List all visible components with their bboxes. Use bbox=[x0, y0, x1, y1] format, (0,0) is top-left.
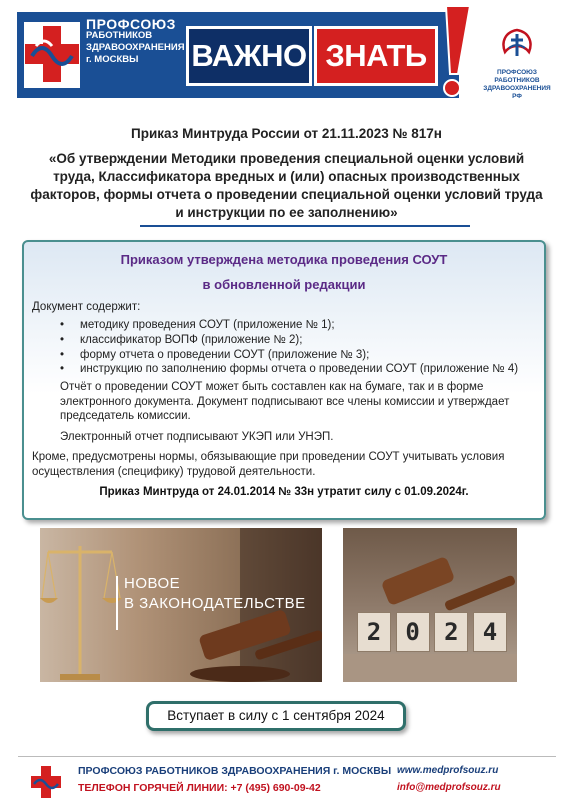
footer-email-link[interactable]: info@medprofsouz.ru bbox=[397, 782, 501, 793]
specifics-paragraph: Кроме, предусмотрены нормы, обязывающие при проведении СОУТ учитывать условия осуществления (специфику) трудовой деятельности. bbox=[32, 451, 505, 478]
expiry-paragraph: Приказ Минтруда от 24.01.2014 № 33н утратит силу с 01.09.2024г. bbox=[99, 486, 469, 498]
new-legislation-image bbox=[40, 528, 322, 682]
gavel-blocks-icon bbox=[343, 528, 517, 682]
union-name-line4: г. МОСКВЫ bbox=[86, 54, 139, 65]
footer-divider bbox=[18, 756, 556, 757]
union-name-line3: ЗДРАВООХРАНЕНИЯ bbox=[86, 42, 185, 53]
footer-hotline: ТЕЛЕФОН ГОРЯЧЕЙ ЛИНИИ: +7 (495) 690-09-42 bbox=[78, 782, 321, 794]
contents-label: Документ содержит: bbox=[32, 301, 141, 313]
footer-cross-logo-icon bbox=[30, 764, 62, 800]
rf-union-logo-line2: ЗДРАВООХРАНЕНИЯ РФ bbox=[483, 85, 551, 100]
union-name-line2: РАБОТНИКОВ bbox=[86, 30, 153, 41]
list-item: • классификатор ВОПФ (приложение № 2); bbox=[60, 333, 540, 348]
signature-paragraph: Электронный отчет подписывают УКЭП или УНЭП. bbox=[60, 431, 334, 443]
year-block: 2 bbox=[434, 612, 468, 652]
footer-org-name: ПРОФСОЮЗ РАБОТНИКОВ ЗДРАВООХРАНЕНИЯ г. МОСКВЫ bbox=[78, 765, 392, 777]
year-blocks bbox=[357, 612, 507, 652]
caption-accent-line bbox=[116, 576, 118, 630]
list-item: • методику проведения СОУТ (приложение № 1); bbox=[60, 318, 540, 333]
report-paragraph: Отчёт о проведении СОУТ может быть составлен как на бумаге, так и в форме электронного документа. Документ подписывают все члены комиссии и утверждает председатель комиссии. bbox=[60, 381, 510, 422]
contents-list bbox=[60, 318, 540, 377]
union-name-line1: ПРОФСОЮЗ bbox=[86, 16, 176, 32]
list-item: • инструкцию по заполнению формы отчета о проведении СОУТ (приложение № 4) bbox=[60, 362, 540, 377]
effective-date-banner: Вступает в силу с 1 сентября 2024 bbox=[146, 701, 406, 731]
year-2024-image bbox=[343, 528, 517, 682]
banner-word-know: ЗНАТЬ bbox=[314, 26, 438, 86]
rf-union-logo bbox=[478, 26, 556, 100]
title-divider bbox=[140, 225, 470, 227]
caption-line1: НОВОЕ bbox=[124, 575, 181, 592]
order-subject: «Об утверждении Методики проведения специальной оценки условий труда, Классификатора вредных и (или) опасных производственных факторов, формы отчета о проведении специальной оценки условий труда и инструкции по ее заполнению» bbox=[30, 151, 543, 220]
year-block: 0 bbox=[396, 612, 430, 652]
rf-union-emblem-icon bbox=[497, 26, 537, 60]
rf-union-logo-line1: ПРОФСОЮЗ РАБОТНИКОВ bbox=[494, 69, 540, 84]
exclamation-icon bbox=[432, 2, 476, 102]
list-item: • форму отчета о проведении СОУТ (приложение № 3); bbox=[60, 348, 540, 363]
year-block: 2 bbox=[357, 612, 391, 652]
union-name bbox=[86, 18, 186, 66]
banner-word-important: ВАЖНО bbox=[186, 26, 312, 86]
panel-heading-line1: Приказом утверждена методика проведения СОУТ bbox=[120, 252, 448, 267]
order-title: Приказ Минтруда России от 21.11.2023 № 817н bbox=[131, 126, 442, 141]
union-cross-logo-icon bbox=[22, 16, 82, 94]
panel-heading-line2: в обновленной редакции bbox=[202, 277, 366, 292]
caption-line2: В ЗАКОНОДАТЕЛЬСТВЕ bbox=[124, 595, 306, 612]
footer-website-link[interactable]: www.medprofsouz.ru bbox=[397, 765, 499, 776]
new-legislation-caption bbox=[124, 574, 306, 614]
year-block: 4 bbox=[473, 612, 507, 652]
